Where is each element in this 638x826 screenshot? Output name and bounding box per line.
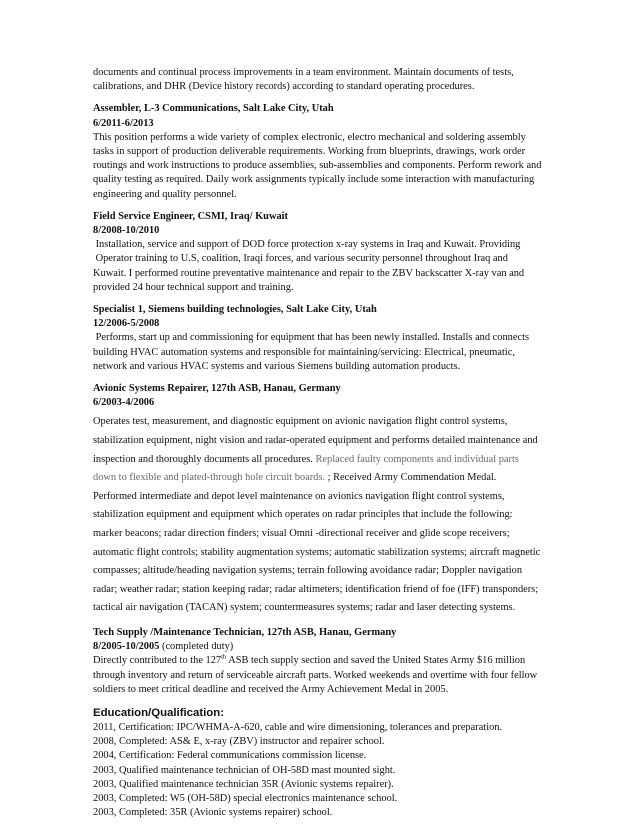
job-title: Avionic Systems Repairer, 127th ASB, Hanau, Germany <box>93 383 341 395</box>
job-line: Operates test, measurement, and diagnostic equipment on avionic navigation flight control systems, <box>93 416 508 428</box>
ordinal-suffix: th <box>221 653 227 661</box>
education-heading: Education/Qualification: <box>93 707 224 720</box>
job-title: Field Service Engineer, CSMI, Iraq/ Kuwait <box>93 210 289 222</box>
education-item: 2004, Certification: Federal communications commission license. <box>93 750 367 762</box>
job-title: Assembler, L-3 Communications, Salt Lake City, Utah <box>93 103 334 115</box>
job-line: Performs, start up and commissioning for equipment that has been newly installed. Installs and connects <box>93 332 530 344</box>
education-item: 2003, Completed: W5 (OH-58D) special electronics maintenance school. <box>93 793 398 805</box>
job-entry <box>93 303 553 374</box>
job-dates: 8/2008-10/2010 <box>93 225 160 237</box>
job-line-text: ; Received Army Commendation Medal. <box>325 472 497 484</box>
job-dates: 8/2005-10/2005 <box>93 641 160 653</box>
job-line: provided 24 hour technical support and training. <box>93 281 294 293</box>
job-line: tactical air navigation (TACAN) system; countermeasures systems; radar and laser detecting systems. <box>93 602 516 614</box>
job-entry <box>93 210 553 295</box>
job-line: radar; weather radar; station keeping radar; radar altimeters; identification friend of foe (IFF) transponders; <box>93 583 539 595</box>
education-item: 2003, Qualified maintenance technician of OH-58D mast mounted sight. <box>93 764 396 776</box>
job-dates-line <box>93 640 553 654</box>
job-line: through inventory and return of serviceable aircraft parts. Worked weekends and overtime with four fellow <box>93 669 538 681</box>
job-entry <box>93 382 553 618</box>
job-entry <box>93 102 553 201</box>
education-item: 2008, Completed: AS& E, x-ray (ZBV) instructor and repairer school. <box>93 736 385 748</box>
job-line: soldiers to meet critical deadline and received the Army Achievement Medal in 2005. <box>93 683 449 695</box>
job-line <box>93 654 553 668</box>
resume-page <box>93 66 553 820</box>
education-item: 2003, Completed: 35R (Avionic systems repairer) school. <box>93 807 333 819</box>
job-line: Operator training to U.S, coalition, Iraqi forces, and various security personnel throughout Iraq and <box>93 253 508 265</box>
education-section <box>93 706 553 820</box>
job-line: engineering and quality personnel. <box>93 188 237 200</box>
job-dates: 6/2011-6/2013 <box>93 117 154 129</box>
job-entry <box>93 626 553 697</box>
intro-line: documents and continual process improvements in a team environment. Maintain documents of tests, <box>93 67 514 78</box>
job-line: tasks in support of production deliverable requirements. Working from blueprints, drawings, work order <box>93 146 526 158</box>
job-line <box>93 469 553 488</box>
job-line: Installation, service and support of DOD force protection x-ray systems in Iraq and Kuwait. Providing <box>93 239 521 251</box>
job-line: compasses; altitude/heading navigation systems; terrain following avoidance radar; Doppler navigation <box>93 565 523 577</box>
job-dates: 12/2006-5/2008 <box>93 318 160 330</box>
job-line: This position performs a wide variety of complex electronic, electro mechanical and soldering assembly <box>93 131 526 143</box>
job-line: stabilization equipment and equipment which operates on radar principles that include the following: <box>93 509 513 521</box>
job-line-highlight: down to flexible and plated-through hole circuit boards. <box>93 472 325 484</box>
job-line: building HVAC automation systems and responsible for maintaining/servicing: Electrical, pneumatic, <box>93 346 515 358</box>
job-dates: 6/2003-4/2006 <box>93 397 155 409</box>
job-title: Tech Supply /Maintenance Technician, 127th ASB, Hanau, Germany <box>93 627 397 638</box>
intro-line: calibrations, and DHR (Device history records) according to standard operating procedures. <box>93 81 475 93</box>
education-item: 2011, Certification: IPC/WHMA-A-620, cable and wire dimensioning, tolerances and preparation. <box>93 722 503 734</box>
job-line: quality testing as required. Daily work assignments typically include some interaction with manufacturing <box>93 174 535 186</box>
job-line-text: inspection and thoroughly documents all procedures. <box>93 453 313 465</box>
job-line: Performed intermediate and depot level maintenance on avionics navigation flight control systems, <box>93 490 505 502</box>
job-title: Specialist 1, Siemens building technologies, Salt Lake City, Utah <box>93 304 377 316</box>
job-line: Kuwait. I performed routine preventative maintenance and repair to the ZBV backscatter X-ray van and <box>93 267 525 279</box>
job-line: marker beacons; radar direction finders; visual Omni -directional receiver and glide scope receivers; <box>93 528 510 540</box>
job-line: stabilization equipment, night vision and radar-operated equipment and performs detailed maintenance and <box>93 435 538 447</box>
job-line: network and various HVAC systems and various Siemens building automation products. <box>93 360 461 372</box>
job-dates-note: (completed duty) <box>159 641 234 653</box>
job-line-text: Directly contributed to the 127 <box>93 655 222 667</box>
job-line <box>93 451 553 470</box>
job-line: automatic flight controls; stability augmentation systems; automatic stabilization systems; aircraft magnetic <box>93 546 541 558</box>
job-line-highlight: Replaced faulty components and individual parts <box>312 453 519 465</box>
job-line-text: ASB tech supply section and saved the United States Army $16 million <box>226 655 526 667</box>
job-line: routings and work instructions to produce assemblies, sub-assemblies and components. Perform rework and <box>93 160 542 172</box>
education-item: 2003, Qualified maintenance technician 35R (Avionic systems repairer). <box>93 778 394 790</box>
